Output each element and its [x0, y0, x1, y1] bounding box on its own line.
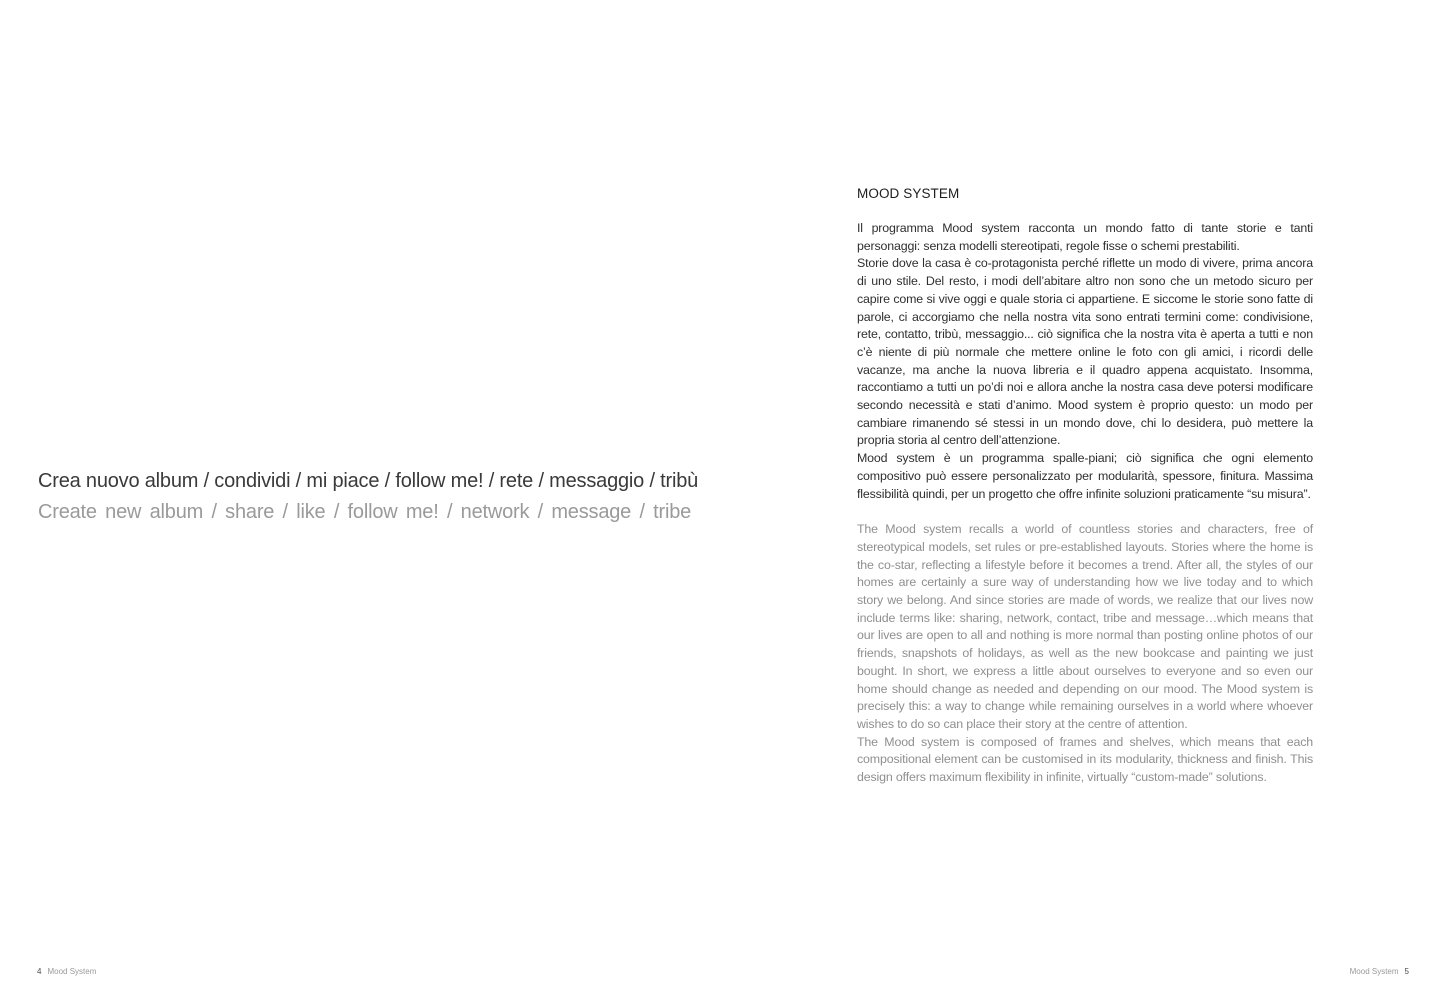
left-page-footer [37, 966, 96, 978]
italian-paragraph: Il programma Mood system racconta un mondo fatto di tante storie e tanti personaggi: senza modelli stereotipati, regole fisse o schemi prestabiliti. [857, 221, 1313, 253]
italian-paragraph: Storie dove la casa è co-protagonista perché riflette un modo di vivere, prima ancora di uno stile. Del resto, i modi dell’abitare altro non sono che un metodo sicuro per capire come si vive oggi e quale storia ci appartiene. E siccome le storie sono fatte di parole, ci accorgiamo che nella nostra vita sono entrati termini come: condivisione, rete, contatto, tribù, messaggio... ciò significa che la nostra vita è aperta a tutti e non c’è niente di più normale che mettere online le foto con gli amici, i ricordi delle vacanze, ma anche la nuova libreria e il quadro appena acquistato. Insomma, raccontiamo a tutti un po’di noi e allora anche la nostra casa deve potersi modificare secondo necessità e stati d’animo. Mood system è proprio questo: un modo per cambiare rimanendo sé stessi in un mondo dove, chi lo desidera, può mettere la propria storia al centro dell’attenzione. [857, 256, 1313, 448]
left-page-number: 4 [37, 967, 42, 976]
italian-text-block [857, 220, 1313, 503]
tagline-italian: Crea nuovo album / condividi / mi piace / follow me! / rete / messaggio / tribù [38, 470, 699, 492]
left-running-title: Mood System [47, 967, 97, 976]
english-paragraph: The Mood system recalls a world of countless stories and characters, free of stereotypical models, set rules or pre-established layouts. Stories where the home is the co-star, reflecting a lifestyle before it becomes a trend. After all, the styles of our homes are certainly a sure way of understanding how we live today and to which story we belong. And since stories are made of words, we realize that our lives now include terms like: sharing, network, contact, tribe and message…which means that our lives are open to all and nothing is more normal than posting online photos of our friends, snapshots of holidays, as well as the new bookcase and painting we just bought. In short, we express a little about ourselves to everyone and so even our home should change as needed and depending on our mood. The Mood system is precisely this: a way to change while remaining ourselves in a world where whoever wishes to do so can place their story at the centre of attention. [857, 522, 1313, 731]
tagline-english: Create new album / share / like / follow me! / network / message / tribe [38, 501, 692, 523]
article-heading: MOOD SYSTEM [857, 186, 960, 201]
english-text-block [857, 521, 1313, 787]
italian-paragraph: Mood system è un programma spalle-piani; ciò significa che ogni elemento compositivo può essere personalizzato per modularità, spessore, finitura. Massima flessibilità quindi, per un progetto che offre infinite soluzioni praticamente “su misura”. [857, 451, 1313, 501]
right-page-footer [1350, 966, 1409, 978]
tagline-block [38, 466, 698, 527]
right-running-title: Mood System [1349, 967, 1399, 976]
english-paragraph: The Mood system is composed of frames and shelves, which means that each compositional element can be customised in its modularity, thickness and finish. This design offers maximum flexibility in infinite, virtually “custom-made” solutions. [857, 734, 1313, 785]
paragraph-spacer [857, 503, 1313, 521]
article-column [857, 185, 1313, 787]
right-page-number: 5 [1404, 967, 1409, 976]
